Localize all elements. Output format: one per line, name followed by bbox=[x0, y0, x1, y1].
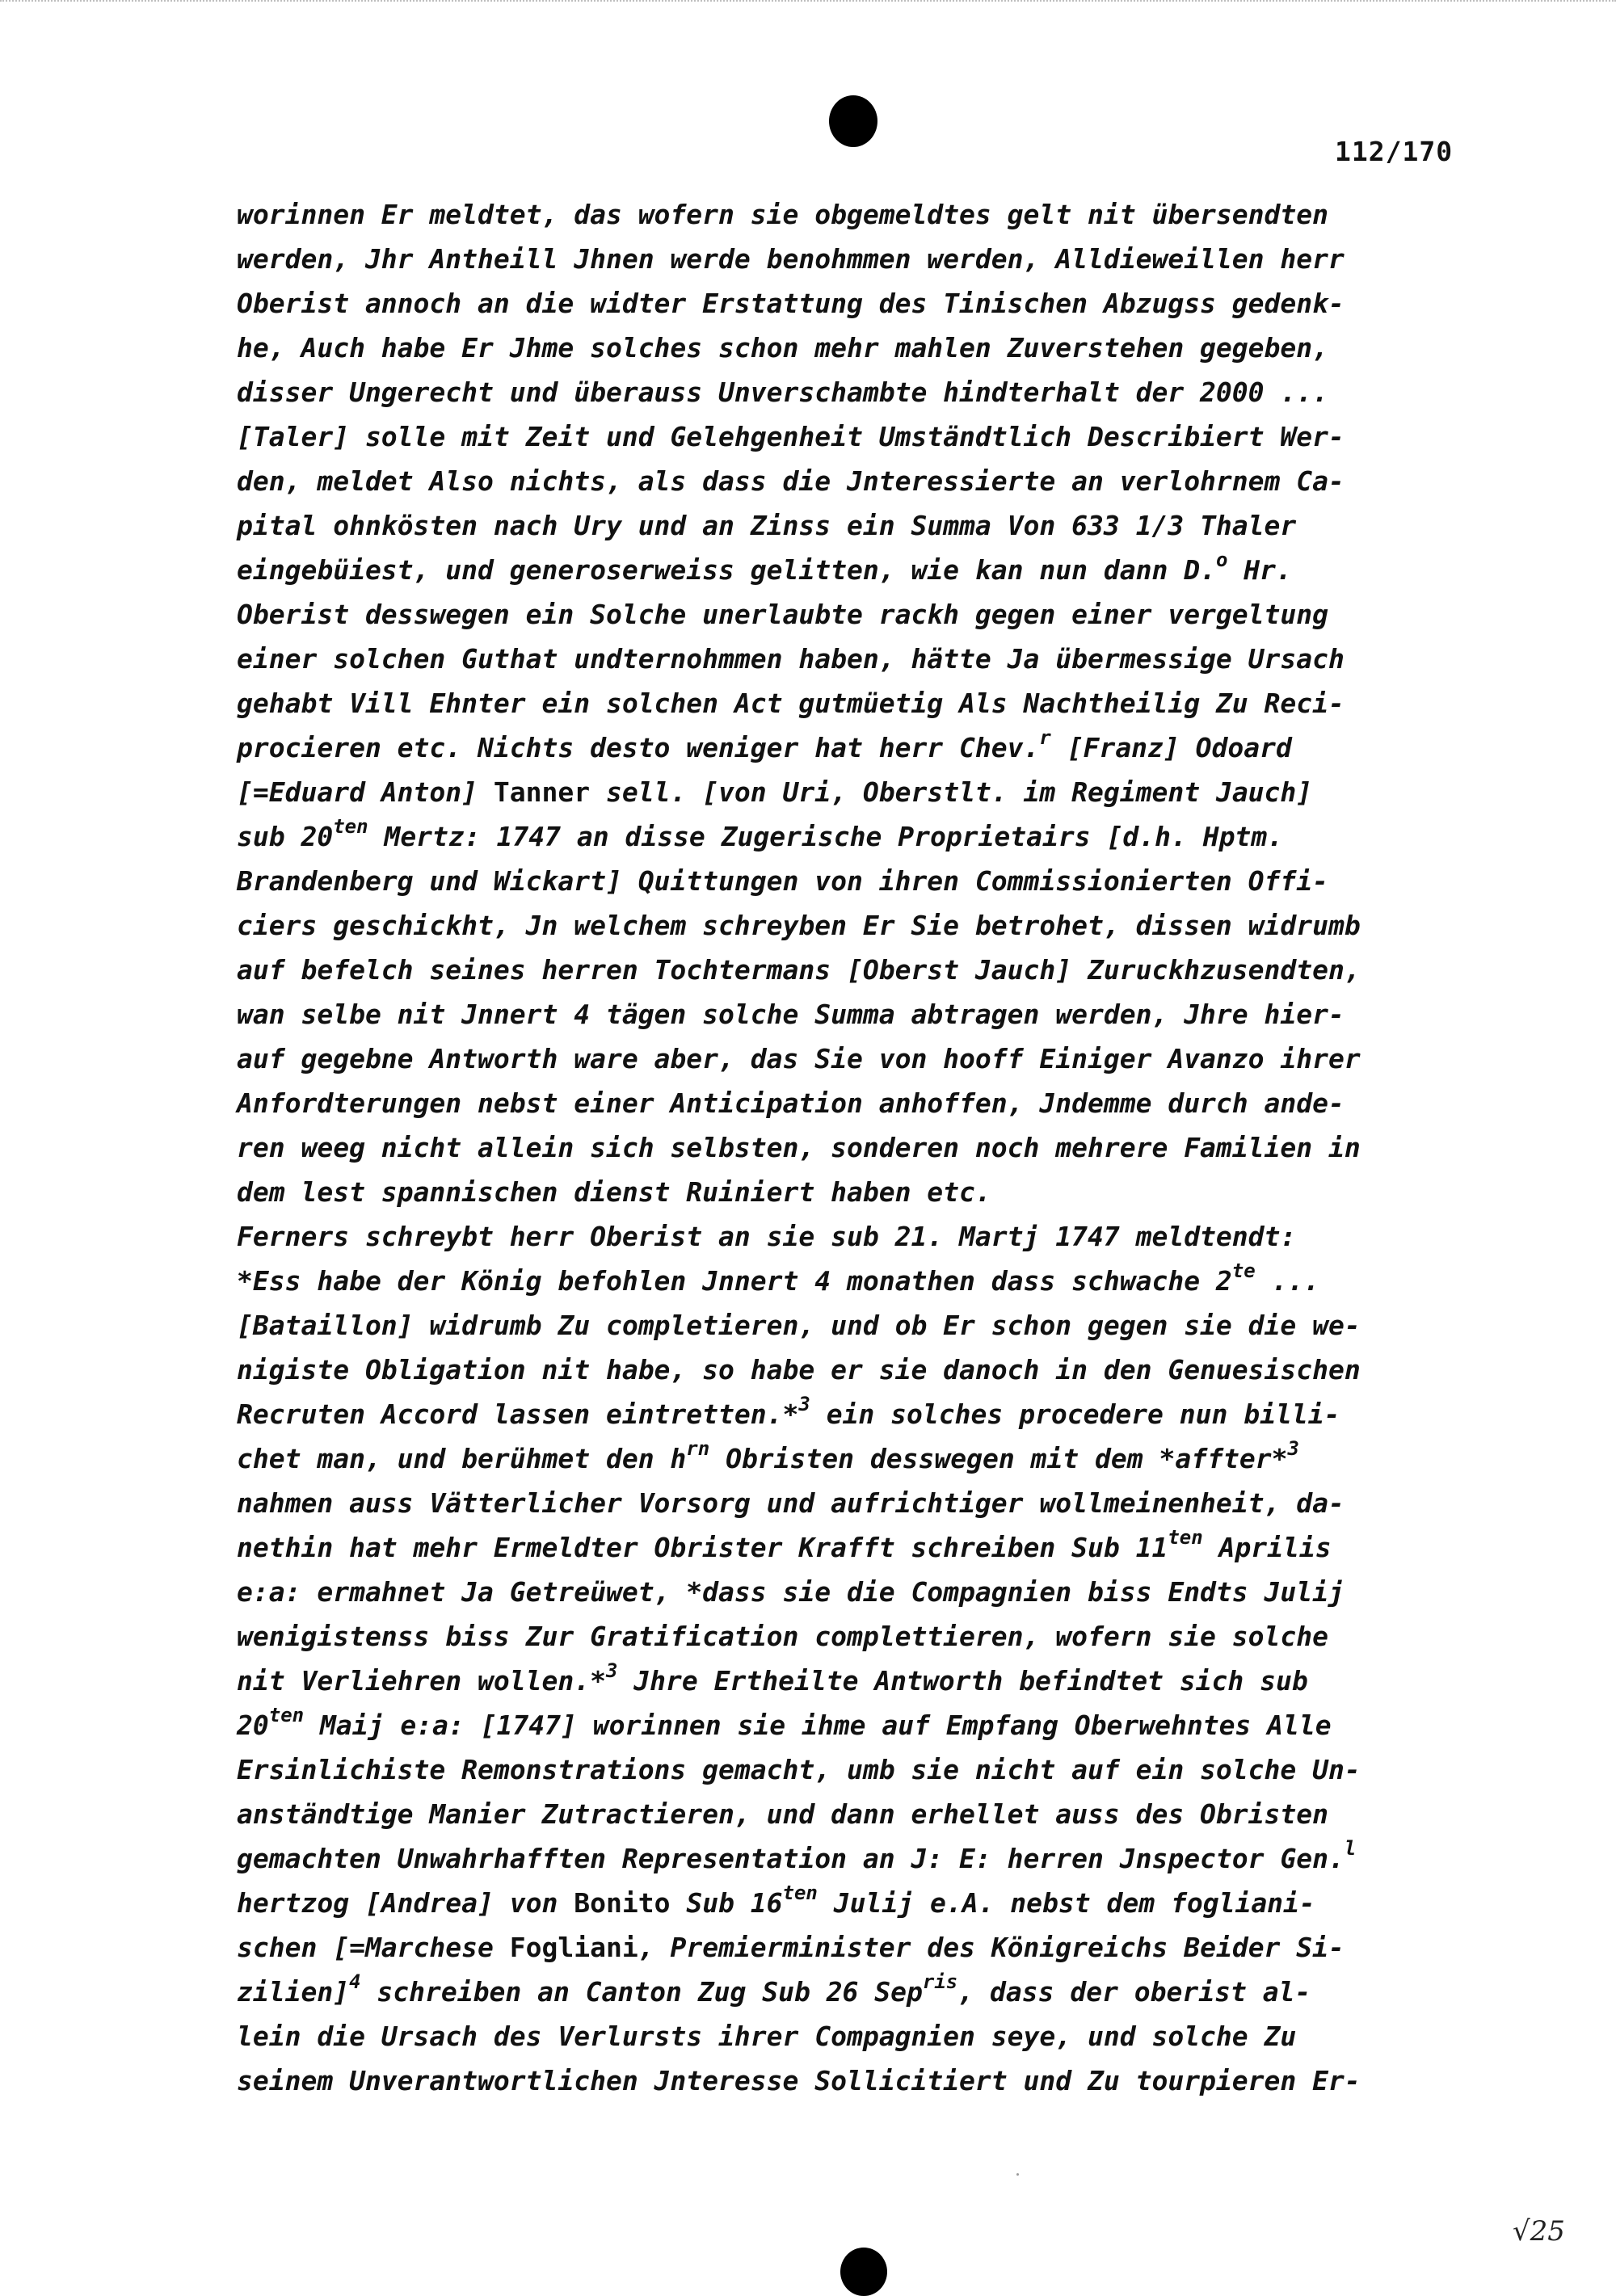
text-line bbox=[237, 326, 1481, 370]
text-run: Aprilis bbox=[1202, 1532, 1332, 1563]
text-line bbox=[237, 1303, 1481, 1348]
text-line bbox=[237, 414, 1481, 459]
text-run: dem lest spannischen dienst Ruiniert haben etc. bbox=[237, 1176, 991, 1208]
text-line bbox=[237, 1747, 1481, 1792]
text-run: disser Ungerecht und überauss Unverschambte hindterhalt der 2000 ... bbox=[237, 376, 1329, 408]
text-run: sell. [von Uri, Oberstlt. im Regiment Jauch] bbox=[590, 776, 1313, 808]
text-run: Ferners schreybt herr Oberist an sie sub 21. Martj 1747 meldtendt: bbox=[237, 1221, 1297, 1252]
text-run: worinnen Er meldtet, das wofern sie obgemeldtes gelt nit übersendten bbox=[237, 199, 1329, 230]
text-run: Brandenberg und Wickart] Quittungen von ihren Commissionierten Offi- bbox=[237, 865, 1329, 897]
top-edge-rule bbox=[0, 0, 1616, 4]
text-run: eingebüiest, und generoserweiss gelitten, wie kan nun dann D. bbox=[237, 554, 1216, 586]
text-run: seinem Unverantwortlichen Jnteresse Sollicitiert und Zu tourpieren Er- bbox=[237, 2065, 1361, 2096]
text-run: Sub 16 bbox=[670, 1887, 783, 1919]
text-run: Anfordterungen nebst einer Anticipation anhoffen, Jndemme durch ande- bbox=[237, 1087, 1345, 1119]
text-run: ren weeg nicht allein sich selbsten, sonderen noch mehrere Familien in bbox=[237, 1132, 1361, 1163]
superscript: ten bbox=[1168, 1526, 1203, 1549]
text-line bbox=[237, 770, 1481, 814]
document-body bbox=[237, 192, 1481, 2103]
text-line bbox=[237, 992, 1481, 1037]
text-line bbox=[237, 1481, 1481, 1525]
text-run: [=Eduard Anton] bbox=[237, 776, 494, 808]
punch-hole-bottom bbox=[840, 2248, 887, 2296]
text-line bbox=[237, 548, 1481, 592]
text-run: auf gegebne Antworth ware aber, das Sie von hooff Einiger Avanzo ihrer bbox=[237, 1043, 1361, 1074]
text-run: Obristen desswegen mit dem *affter* bbox=[709, 1443, 1288, 1474]
text-line bbox=[237, 281, 1481, 326]
text-line bbox=[237, 814, 1481, 859]
text-line bbox=[237, 1570, 1481, 1614]
text-line bbox=[237, 2014, 1481, 2058]
text-run: , dass der oberist al- bbox=[957, 1976, 1311, 2008]
text-run: lein die Ursach des Verlursts ihrer Compagnien seye, und solche Zu bbox=[237, 2021, 1297, 2052]
bold-name: Fogliani bbox=[509, 1932, 638, 1963]
text-run: anständtige Manier Zutractieren, und dann erhellet auss des Obristen bbox=[237, 1798, 1329, 1830]
text-run: Maij e:a: [1747] worinnen sie ihme auf Empfang Oberwehntes Alle bbox=[304, 1709, 1332, 1741]
text-line bbox=[237, 1703, 1481, 1747]
text-run: *Ess habe der König befohlen Jnnert 4 monathen dass schwache 2 bbox=[237, 1265, 1232, 1297]
text-run: hertzog [Andrea] von bbox=[237, 1887, 574, 1919]
text-line bbox=[237, 1525, 1481, 1570]
text-run: nahmen auss Vätterlicher Vorsorg und aufrichtiger wollmeinenheit, da- bbox=[237, 1487, 1345, 1519]
superscript: 3 bbox=[798, 1393, 810, 1415]
text-line bbox=[237, 1214, 1481, 1259]
text-run: zilien] bbox=[237, 1976, 350, 2008]
text-run: Oberist annoch an die widter Erstattung des Tinischen Abzugss gedenk- bbox=[237, 288, 1345, 319]
text-line bbox=[237, 1392, 1481, 1436]
text-line bbox=[237, 1259, 1481, 1303]
text-run: schreiben an Canton Zug Sub 26 Sep bbox=[360, 1976, 923, 2008]
text-line bbox=[237, 1614, 1481, 1659]
text-line bbox=[237, 592, 1481, 637]
superscript: r bbox=[1039, 726, 1051, 749]
text-run: chet man, und berühmet den h bbox=[237, 1443, 687, 1474]
text-line bbox=[237, 681, 1481, 725]
text-run: ein solches procedere nun billi- bbox=[810, 1398, 1340, 1430]
punch-hole-top bbox=[829, 95, 877, 147]
text-run: den, meldet Also nichts, als dass die Jnteressierte an verlohrnem Ca- bbox=[237, 465, 1345, 497]
superscript: ten bbox=[782, 1882, 818, 1904]
scan-speck bbox=[1016, 2173, 1019, 2176]
text-line bbox=[237, 1792, 1481, 1836]
text-line bbox=[237, 1925, 1481, 1970]
text-run: nit Verliehren wollen.* bbox=[237, 1665, 606, 1697]
text-run: Hr. bbox=[1227, 554, 1292, 586]
text-line bbox=[237, 903, 1481, 948]
superscript: 3 bbox=[1287, 1437, 1299, 1460]
text-run: Mertz: 1747 an disse Zugerische Proprietairs [d.h. Hptm. bbox=[368, 821, 1284, 852]
text-line bbox=[237, 1125, 1481, 1170]
text-run: , Premierminister des Königreichs Beider Si- bbox=[638, 1932, 1345, 1963]
text-run: pital ohnkösten nach Ury und an Zinss ein Summa Von 633 1/3 Thaler bbox=[237, 510, 1297, 541]
text-run: nigiste Obligation nit habe, so habe er sie danoch in den Genuesischen bbox=[237, 1354, 1361, 1386]
text-run: [Taler] solle mit Zeit und Gelehgenheit Umständtlich Describiert Wer- bbox=[237, 421, 1345, 452]
bold-name: Bonito bbox=[574, 1887, 671, 1919]
text-run: schen [=Marchese bbox=[237, 1932, 510, 1963]
superscript: 3 bbox=[605, 1659, 618, 1682]
text-run: nethin hat mehr Ermeldter Obrister Krafft schreiben Sub 11 bbox=[237, 1532, 1168, 1563]
text-run: 20 bbox=[237, 1709, 269, 1741]
text-run: werden, Jhr Antheill Jhnen werde benohmmen werden, Alldieweillen herr bbox=[237, 243, 1345, 275]
text-line bbox=[237, 725, 1481, 770]
superscript: te bbox=[1231, 1259, 1256, 1282]
superscript: ten bbox=[268, 1704, 305, 1726]
text-run: sub 20 bbox=[237, 821, 334, 852]
superscript: l bbox=[1344, 1837, 1357, 1860]
handwritten-folio-mark: √25 bbox=[1513, 2215, 1565, 2248]
page-number: 112/170 bbox=[1335, 136, 1454, 167]
text-line bbox=[237, 859, 1481, 903]
superscript: o bbox=[1215, 549, 1228, 571]
text-run: Oberist desswegen ein Solche unerlaubte rackh gegen einer vergeltung bbox=[237, 599, 1329, 630]
text-line bbox=[237, 948, 1481, 992]
text-run: Jhre Ertheilte Antworth befindtet sich sub bbox=[617, 1665, 1308, 1697]
superscript: ris bbox=[922, 1970, 958, 1993]
text-run: he, Auch habe Er Jhme solches schon mehr mahlen Zuverstehen gegeben, bbox=[237, 332, 1329, 364]
text-line bbox=[237, 1037, 1481, 1081]
text-line bbox=[237, 1348, 1481, 1392]
text-line bbox=[237, 1881, 1481, 1925]
text-line bbox=[237, 1970, 1481, 2014]
text-run: Julij e.A. nebst dem fogliani- bbox=[817, 1887, 1315, 1919]
bold-name: Tanner bbox=[493, 776, 591, 808]
text-run: wan selbe nit Jnnert 4 tägen solche Summa abtragen werden, Jhre hier- bbox=[237, 999, 1345, 1030]
text-line bbox=[237, 1170, 1481, 1214]
text-run: procieren etc. Nichts desto weniger hat herr Chev. bbox=[237, 732, 1040, 763]
text-run: einer solchen Guthat undternohmmen haben, hätte Ja übermessige Ursach bbox=[237, 643, 1345, 675]
text-line bbox=[237, 1436, 1481, 1481]
text-run: gemachten Unwahrhafften Representation an J: E: herren Jnspector Gen. bbox=[237, 1843, 1345, 1874]
text-run: [Bataillon] widrumb Zu completieren, und ob Er schon gegen sie die we- bbox=[237, 1310, 1361, 1341]
text-run: ... bbox=[1255, 1265, 1320, 1297]
text-run: [Franz] Odoard bbox=[1050, 732, 1292, 763]
text-run: gehabt Vill Ehnter ein solchen Act gutmüetig Als Nachtheilig Zu Reci- bbox=[237, 688, 1345, 719]
text-line bbox=[237, 1081, 1481, 1125]
text-line bbox=[237, 2058, 1481, 2103]
text-line bbox=[237, 370, 1481, 414]
superscript: ten bbox=[333, 815, 368, 838]
text-run: wenigistenss biss Zur Gratification complettieren, wofern sie solche bbox=[237, 1621, 1329, 1652]
text-run: ciers geschickht, Jn welchem schreyben Er Sie betrohet, dissen widrumb bbox=[237, 910, 1361, 941]
text-run: e:a: ermahnet Ja Getreüwet, *dass sie die Compagnien biss Endts Julij bbox=[237, 1576, 1345, 1608]
superscript: 4 bbox=[349, 1970, 361, 1993]
text-line bbox=[237, 503, 1481, 548]
text-run: Recruten Accord lassen eintretten.* bbox=[237, 1398, 799, 1430]
text-line bbox=[237, 192, 1481, 237]
text-line bbox=[237, 237, 1481, 281]
text-line bbox=[237, 1659, 1481, 1703]
text-run: Ersinlichiste Remonstrations gemacht, umb sie nicht auf ein solche Un- bbox=[237, 1754, 1361, 1785]
text-line bbox=[237, 637, 1481, 681]
text-run: auf befelch seines herren Tochtermans [Oberst Jauch] Zuruckhzusendten, bbox=[237, 954, 1361, 986]
text-line bbox=[237, 1836, 1481, 1881]
text-line bbox=[237, 459, 1481, 503]
superscript: rn bbox=[686, 1437, 710, 1460]
